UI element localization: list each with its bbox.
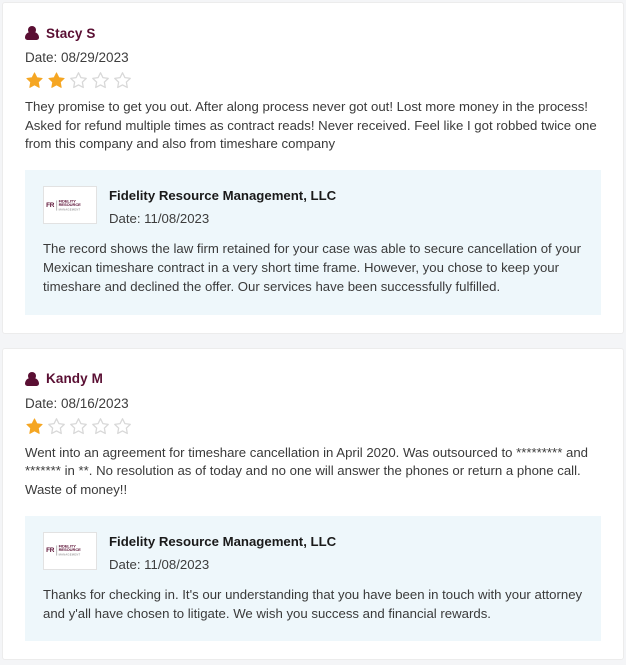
review-date: Date: 08/29/2023 [25,50,129,65]
company-response [25,516,601,641]
response-header [43,532,583,572]
logo-line1: FIDELITY RESOURCE [58,543,81,553]
review-date: Date: 08/16/2023 [25,395,129,411]
person-icon [25,371,39,387]
star-empty-icon [91,417,110,436]
star-empty-icon [113,71,132,90]
reviewer-name: Stacy S [46,25,96,41]
response-date: Date: 11/08/2023 [109,556,210,572]
logo-line1: FIDELITY RESOURCE [58,198,81,207]
response-header [43,186,583,226]
star-filled-icon [25,417,44,436]
reviewer-row [25,25,601,41]
rating-stars [25,417,601,436]
star-empty-icon [91,71,110,90]
reviewer-row [25,371,601,387]
star-empty-icon [113,417,132,436]
company-logo-icon [43,532,97,570]
person-icon [25,25,39,41]
company-logo-icon [43,186,97,224]
company-name: Fidelity Resource Management, LLC [109,188,337,204]
review-card [2,348,624,660]
response-body: The record shows the law firm retained for your case was able to secure cancellation of your Mexican timeshare contract in a very short time frame. However, you chose to keep your timeshare and declined the offer. Our services have been successfully fulfilled. [43,241,582,295]
logo-mark: FR [46,547,55,555]
response-date: Date: 11/08/2023 [109,211,210,227]
review-card [2,2,624,334]
logo-line2: MANAGEMENT [58,207,81,212]
star-filled-icon [47,71,66,90]
star-filled-icon [25,71,44,90]
logo-line2: MANAGEMENT [58,553,81,557]
review-body: They promise to get you out. After along process never got out! Lost more money in the process! Asked for refund multiple times as contract reads! Never received. Feel like I got robbed twice one from this company and also from timeshare company [25,99,597,152]
logo-mark: FR [46,201,55,209]
star-empty-icon [69,417,88,436]
company-response [25,170,601,314]
reviewer-name: Kandy M [46,371,103,387]
company-name: Fidelity Resource Management, LLC [109,533,337,549]
star-empty-icon [69,71,88,90]
star-empty-icon [47,417,66,436]
review-body: Went into an agreement for timeshare cancellation in April 2020. Was outsourced to ********* and ******* in **. No resolution as of today and no one will answer the phones or return a phone call. Waste of money!! [25,444,588,498]
response-body: Thanks for checking in. It's our understanding that you have been in touch with your attorney and y'all have chosen to litigate. We wish you success and financial rewards. [43,586,583,621]
rating-stars [25,71,601,90]
